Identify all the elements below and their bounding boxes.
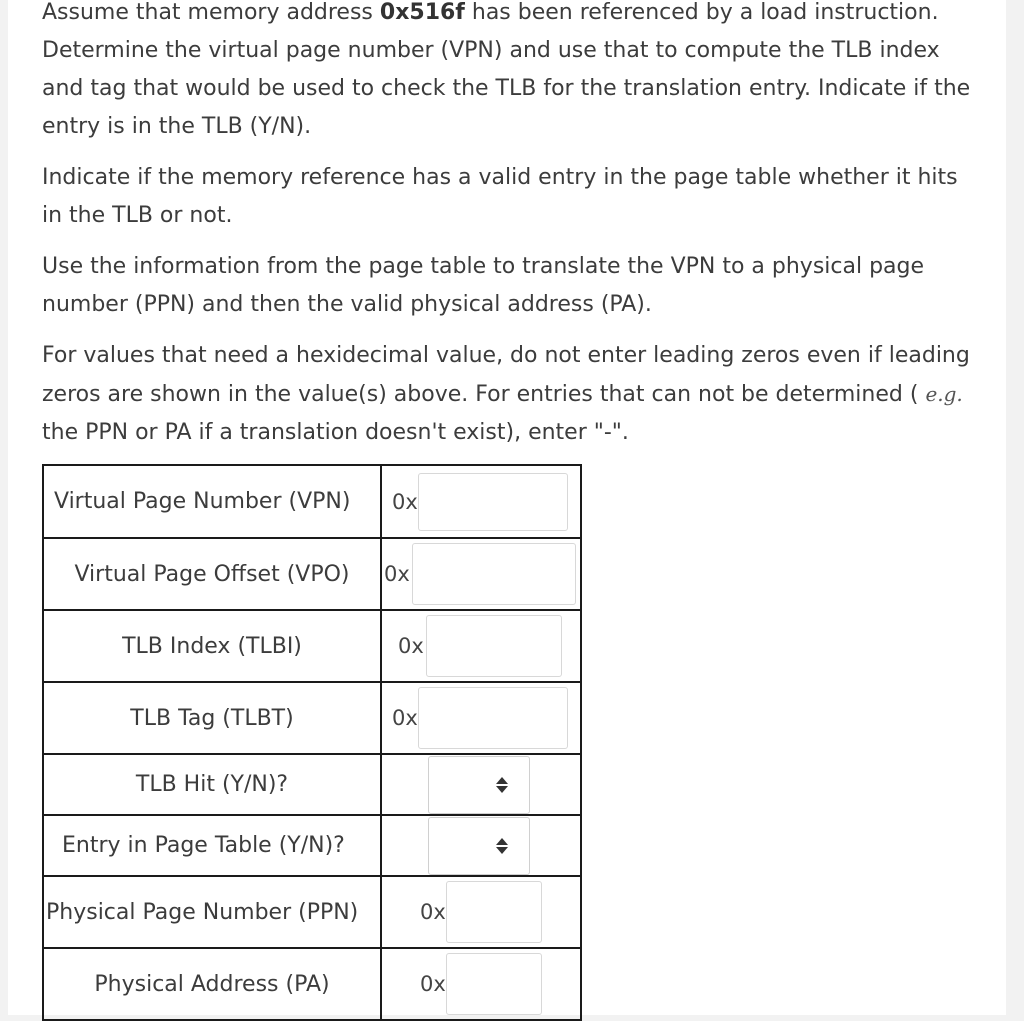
table-row	[43, 682, 581, 754]
table-row	[43, 815, 581, 876]
vpo-input[interactable]	[412, 543, 576, 605]
table-row	[43, 465, 581, 538]
tlbt-label: TLB Tag (TLBT)	[43, 682, 381, 754]
hex-prefix: 0x	[420, 972, 446, 996]
tlbt-input[interactable]	[418, 687, 568, 749]
page-table-entry-label: Entry in Page Table (Y/N)?	[43, 815, 381, 876]
answer-table	[42, 464, 582, 1021]
vpo-label: Virtual Page Offset (VPO)	[43, 538, 381, 610]
hex-prefix: 0x	[392, 706, 418, 730]
vpn-label: Virtual Page Number (VPN)	[43, 465, 381, 538]
pa-input[interactable]	[446, 953, 542, 1015]
instruction-paragraph-2: Indicate if the memory reference has a valid entry in the page table whether it hits in the TLB or not.	[42, 165, 958, 228]
memory-address: 0x516f	[379, 0, 465, 25]
ppn-label: Physical Page Number (PPN)	[43, 876, 381, 948]
table-row	[43, 754, 581, 815]
table-row	[43, 948, 581, 1020]
up-down-arrows-icon	[495, 836, 509, 856]
page-table-entry-select[interactable]	[428, 817, 530, 875]
tlb-hit-label: TLB Hit (Y/N)?	[43, 754, 381, 815]
table-row	[43, 538, 581, 610]
hex-prefix: 0x	[398, 634, 424, 658]
tlbi-label: TLB Index (TLBI)	[43, 610, 381, 682]
hex-prefix: 0x	[384, 562, 410, 586]
instruction-paragraph-3: Use the information from the page table to translate the VPN to a physical page number (PPN) and then the valid physical address (PA).	[42, 254, 925, 317]
tlb-hit-select[interactable]	[428, 756, 530, 814]
up-down-arrows-icon	[495, 775, 509, 795]
table-row	[43, 610, 581, 682]
instruction-paragraph-4: For values that need a hexidecimal value, do not enter leading zeros even if leading zeros are shown in the value(s) above. For entries that can not be determined ( e.g. the PPN or PA if a translation doesn't exist), enter "-".	[42, 343, 970, 445]
pa-label: Physical Address (PA)	[43, 948, 381, 1020]
table-row	[43, 876, 581, 948]
vpn-input[interactable]	[418, 473, 568, 531]
ppn-input[interactable]	[446, 881, 542, 943]
tlbi-input[interactable]	[426, 615, 562, 677]
instruction-paragraph-1: Assume that memory address 0x516f has been referenced by a load instruction. Determine the virtual page number (VPN) and use that to compute the TLB index and tag that would be used to check the TLB for the translation entry. Indicate if the entry is in the TLB (Y/N).	[42, 0, 971, 139]
hex-prefix: 0x	[392, 489, 418, 514]
hex-prefix: 0x	[420, 900, 446, 924]
